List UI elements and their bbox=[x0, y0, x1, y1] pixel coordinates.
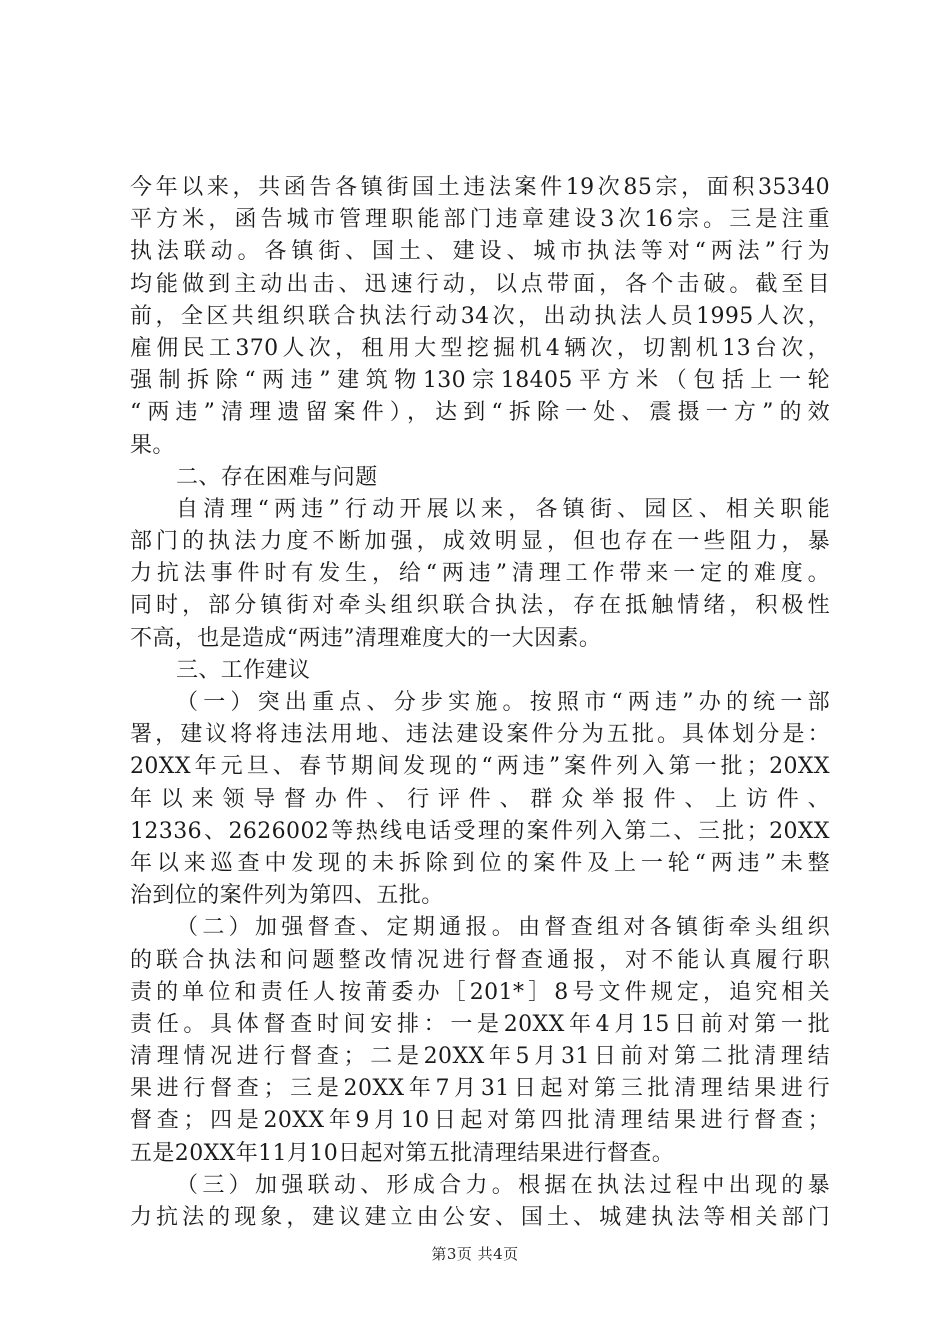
text-line: 同时，部分镇街对牵头组织联合执法，存在抵触情绪，积极性 bbox=[130, 593, 830, 619]
text-line: “两违”清理遗留案件），达到“拆除一处、震摄一方”的效 bbox=[130, 400, 830, 426]
text-line: 雇佣民工370人次，租用大型挖掘机4辆次，切割机13台次， bbox=[130, 335, 830, 361]
text-line: 力抗法事件时有发生，给“两违”清理工作带来一定的难度。 bbox=[130, 561, 830, 587]
text-line: 责任。具体督查时间安排：一是20XX年4月15日前对第一批 bbox=[130, 1011, 830, 1037]
text-line: 均能做到主动出击、迅速行动，以点带面，各个击破。截至目 bbox=[130, 271, 830, 297]
text-line: 12336、2626002等热线电话受理的案件列入第二、三批；20XX bbox=[130, 818, 830, 844]
text-line: 督查；四是20XX年9月10日起对第四批清理结果进行督查； bbox=[130, 1108, 830, 1134]
text-line: 年以来巡查中发现的未拆除到位的案件及上一轮“两违”未整 bbox=[130, 850, 830, 876]
text-line: 部门的执法力度不断加强，成效明显，但也存在一些阻力，暴 bbox=[130, 529, 830, 555]
text-line: （二）加强督查、定期通报。由督查组对各镇街牵头组织 bbox=[176, 915, 830, 941]
text-line: 治到位的案件列为第四、五批。 bbox=[130, 883, 444, 909]
text-line: （一）突出重点、分步实施。按照市“两违”办的统一部 bbox=[176, 690, 830, 715]
text-line: 署，建议将将违法用地、违法建设案件分为五批。具体划分是： bbox=[130, 722, 830, 748]
text-line: 力抗法的现象，建议建立由公安、国土、城建执法等相关部门 bbox=[130, 1205, 830, 1230]
text-line: 20XX年元旦、春节期间发现的“两违”案件列入第一批；20XX bbox=[130, 754, 830, 780]
text-line: 年以来领导督办件、行评件、群众举报件、上访件、 bbox=[130, 786, 830, 812]
document-body bbox=[130, 172, 830, 1234]
text-line: 前，全区共组织联合执法行动34次，出动执法人员1995人次， bbox=[130, 303, 830, 329]
text-line: 二、存在困难与问题 bbox=[176, 464, 378, 490]
text-line: 三、工作建议 bbox=[176, 657, 311, 683]
text-line: 强制拆除“两违”建筑物130宗18405平方米（包括上一轮 bbox=[130, 368, 830, 394]
text-line: 五是20XX年11月10日起对第五批清理结果进行督查。 bbox=[130, 1140, 675, 1166]
text-line: 果进行督查；三是20XX年7月31日起对第三批清理结果进行 bbox=[130, 1076, 830, 1102]
text-line: 的联合执法和问题整改情况进行督查通报，对不能认真履行职 bbox=[130, 947, 830, 973]
text-line: 责的单位和责任人按莆委办［201*］8号文件规定，追究相关 bbox=[130, 979, 830, 1005]
text-line: 平方米，函告城市管理职能部门违章建设3次16宗。三是注重 bbox=[130, 207, 830, 233]
text-line: （三）加强联动、形成合力。根据在执法过程中出现的暴 bbox=[176, 1172, 830, 1198]
text-line: 清理情况进行督查；二是20XX年5月31日前对第二批清理结 bbox=[130, 1044, 830, 1070]
text-line: 自清理“两违”行动开展以来，各镇街、园区、相关职能 bbox=[176, 496, 830, 522]
text-line: 不高，也是造成“两违”清理难度大的一大因素。 bbox=[130, 625, 602, 651]
page-number-footer: 第3页 共4页 bbox=[431, 1245, 519, 1263]
text-line: 执法联动。各镇街、国土、建设、城市执法等对“两法”行为 bbox=[130, 239, 830, 265]
text-line: 果。 bbox=[130, 432, 175, 458]
text-line: 今年以来，共函告各镇街国土违法案件19次85宗，面积35340 bbox=[130, 175, 830, 200]
